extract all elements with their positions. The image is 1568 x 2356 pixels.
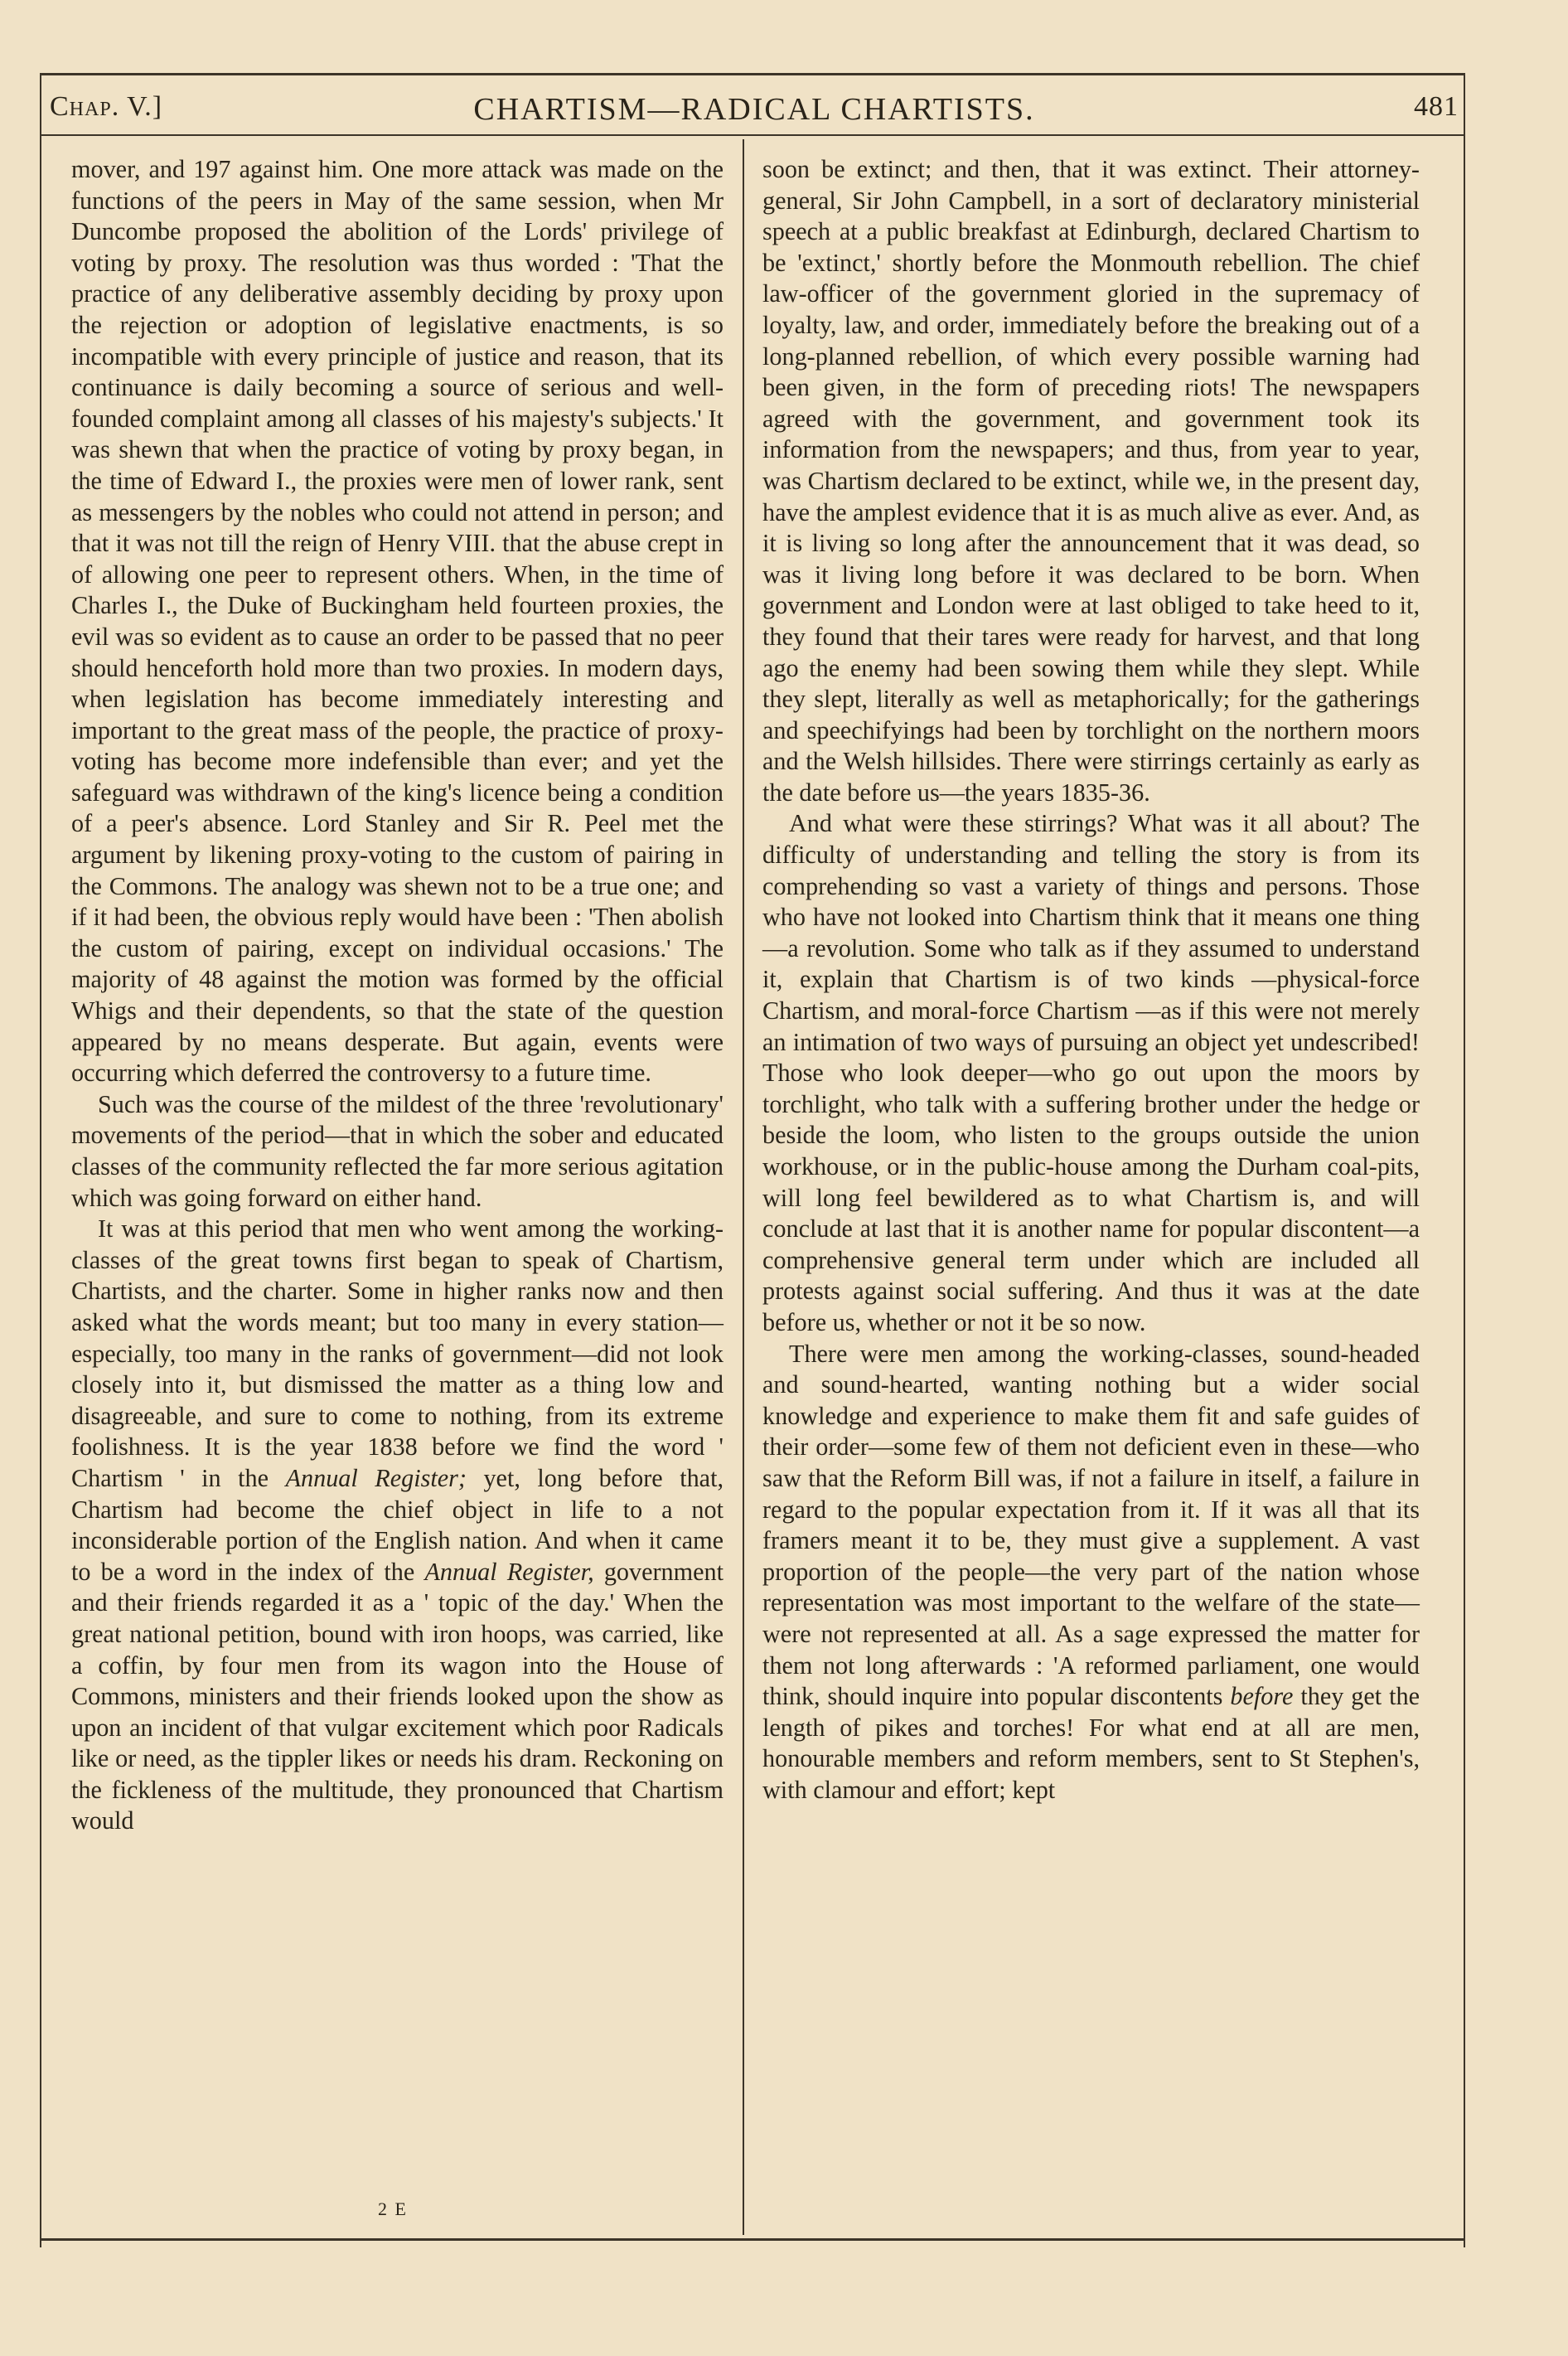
paragraph (762, 1339, 1420, 1806)
bottom-rule (40, 2238, 1465, 2241)
paragraph: And what were these stirrings? What was it all about? The difficulty of understanding and telling the story is from its comprehending so vast a variety of things and persons. Those who have not looked into Chartism think that it means one thing—a revolution. Some who talk as if they assumed to understand it, explain that Chartism is of two kinds —physical-force Chartism, and moral-force Chartism —as if this were not merely an intimation of two ways of pursuing an object yet undescribed! Those who look deeper—who go out upon the moors by torchlight, who talk with a suffering brother under the hedge or beside the loom, who listen to the groups outside the union workhouse, or in the public-house among the Durham coal-pits, will long feel bewildered as to what Chartism is, and will conclude at last that it is another name for popular discontent—a comprehensive general term under which are included all protests against social suffering. And thus it was at the date before us, whether or not it be so now. (762, 809, 1420, 1336)
paragraph: mover, and 197 against him. One more attack was made on the functions of the peers in May of the same session, when Mr Duncombe proposed the abolition of the Lords' privilege of voting by proxy. The resolution was thus worded : 'That the practice of any deliberative assembly deciding by proxy upon the rejection or adoption of legislative enactments, is so incompatible with every principle of justice and reason, that its continuance is daily becoming a source of serious and well-founded complaint among all classes of his majesty's subjects.' It was shewn that when the practice of voting by proxy began, in the time of Edward I., the proxies were men of lower rank, sent as messengers by the nobles who could not attend in person; and that it was not till the reign of Henry VIII. that the abuse crept in of allowing one peer to represent others. When, in the time of Charles I., the Duke of Buckingham held fourteen proxies, the evil was so evident as to cause an order to be passed that no peer should henceforth hold more than two proxies. In modern days, when legislation has become immediately interesting and important to the great mass of the people, the practice of proxy-voting has become more indefensible than ever; and yet the safeguard was withdrawn of the king's licence being a condition of a peer's absence. Lord Stanley and Sir R. Peel met the argument by likening proxy-voting to the custom of pairing in the Commons. The analogy was shewn not to be a true one; and if it had been, the obvious reply would have been : 'Then abolish the custom of pairing, except on individual occasions.' The majority of 48 against the motion was formed by the official Whigs and their dependents, so that the state of the question appeared by no means desperate. But again, events were occurring which deferred the controversy to a future time. (71, 155, 724, 1088)
text-run: It was at this period that men who went among the working-classes of the great towns first began to speak of Chartism, Chartists, and the charter. Some in higher ranks now and then asked what the words meant; but too many in every station—especially, too many in the ranks of government—did not look closely into it, but dismissed the matter as a thing low and disagreeable, and sure to come to nothing, from its extreme foolishness. It is the year 1838 before we find the word ' Chartism ' in the (71, 1214, 724, 1492)
signature-mark: 2 E (378, 2198, 408, 2219)
italic-word: before (1230, 1682, 1294, 1711)
page-number: 481 (1414, 91, 1459, 122)
italic-title: Annual Register, (424, 1557, 594, 1586)
paragraph (71, 1214, 724, 1837)
column-divider (743, 139, 744, 2235)
italic-title: Annual Register; (285, 1463, 467, 1492)
running-title: CHARTISM—RADICAL CHARTISTS. (473, 92, 1035, 127)
header-rule (40, 134, 1465, 136)
paragraph: soon be extinct; and then, that it was extinct. Their attorney-general, Sir John Campbell, in a sort of declaratory ministerial speech at a public breakfast at Edinburgh, declared Chartism to be 'extinct,' shortly before the Monmouth rebellion. The chief law-officer of the government gloried in the supremacy of loyalty, law, and order, immediately before the breaking out of a long-planned rebellion, of which every possible warning had been given, in the form of preceding riots! The newspapers agreed with the government, and government took its information from the newspapers; and thus, from year to year, was Chartism declared to be extinct, while we, in the present day, have the amplest evidence that it is as much alive as ever. And, as it is living so long after the announcement that it was dead, so was it living long before it was declared to be born. When government and London were at last obliged to take heed to it, they found that their tares were ready for harvest, and that long ago the enemy had been sowing them while they slept. While they slept, literally as well as metaphorically; for the gatherings and speechifyings had been by torchlight on the northern moors and the Welsh hillsides. There were stirrings certainly as early as the date before us—the years 1835-36. (762, 155, 1420, 807)
paragraph: Such was the course of the mildest of the three 'revolutionary' movements of the period—that in which the sober and educated classes of the community reflected the far more serious agitation which was going forward on either hand. (71, 1089, 724, 1212)
running-header (50, 86, 1459, 129)
right-column (762, 154, 1420, 1806)
text-run: they get the length of pikes and torches! For what end at all are men, honourable members and reform members, sent to St Stephen's, with clamour and effort; kept (762, 1682, 1420, 1804)
left-column (71, 154, 724, 1837)
text-run: yet, long before that, Chartism had become the chief object in life to a not inconsiderable portion of the English nation. And when it came to be a word in the index of the (71, 1463, 724, 1586)
chapter-label: Chap. V.] (50, 91, 163, 122)
text-run: There were men among the working-classes, sound-headed and sound-hearted, wanting nothing but a wider social knowledge and experience to make them fit and safe guides of their order—some few of them not deficient even in these—who saw that the Reform Bill was, if not a failure in itself, a failure in regard to the popular expectation from it. If it was all that its framers meant it to be, they must give a supplement. A vast proportion of the people—the very part of the nation whose representation was most important to the welfare of the state—were not represented at all. As a sage expressed the matter for them not long afterwards : 'A reformed parliament, one would think, should inquire into popular discontents (762, 1339, 1420, 1711)
text-run: government and their friends regarded it as a ' topic of the day.' When the great national petition, bound with iron hoops, was carried, like a coffin, by four men from its wagon into the House of Commons, ministers and their friends looked upon the show as upon an incident of that vulgar excitement which poor Radicals like or need, as the tippler likes or needs his dram. Reckoning on the fickleness of the multitude, they pronounced that Chartism would (71, 1557, 724, 1835)
